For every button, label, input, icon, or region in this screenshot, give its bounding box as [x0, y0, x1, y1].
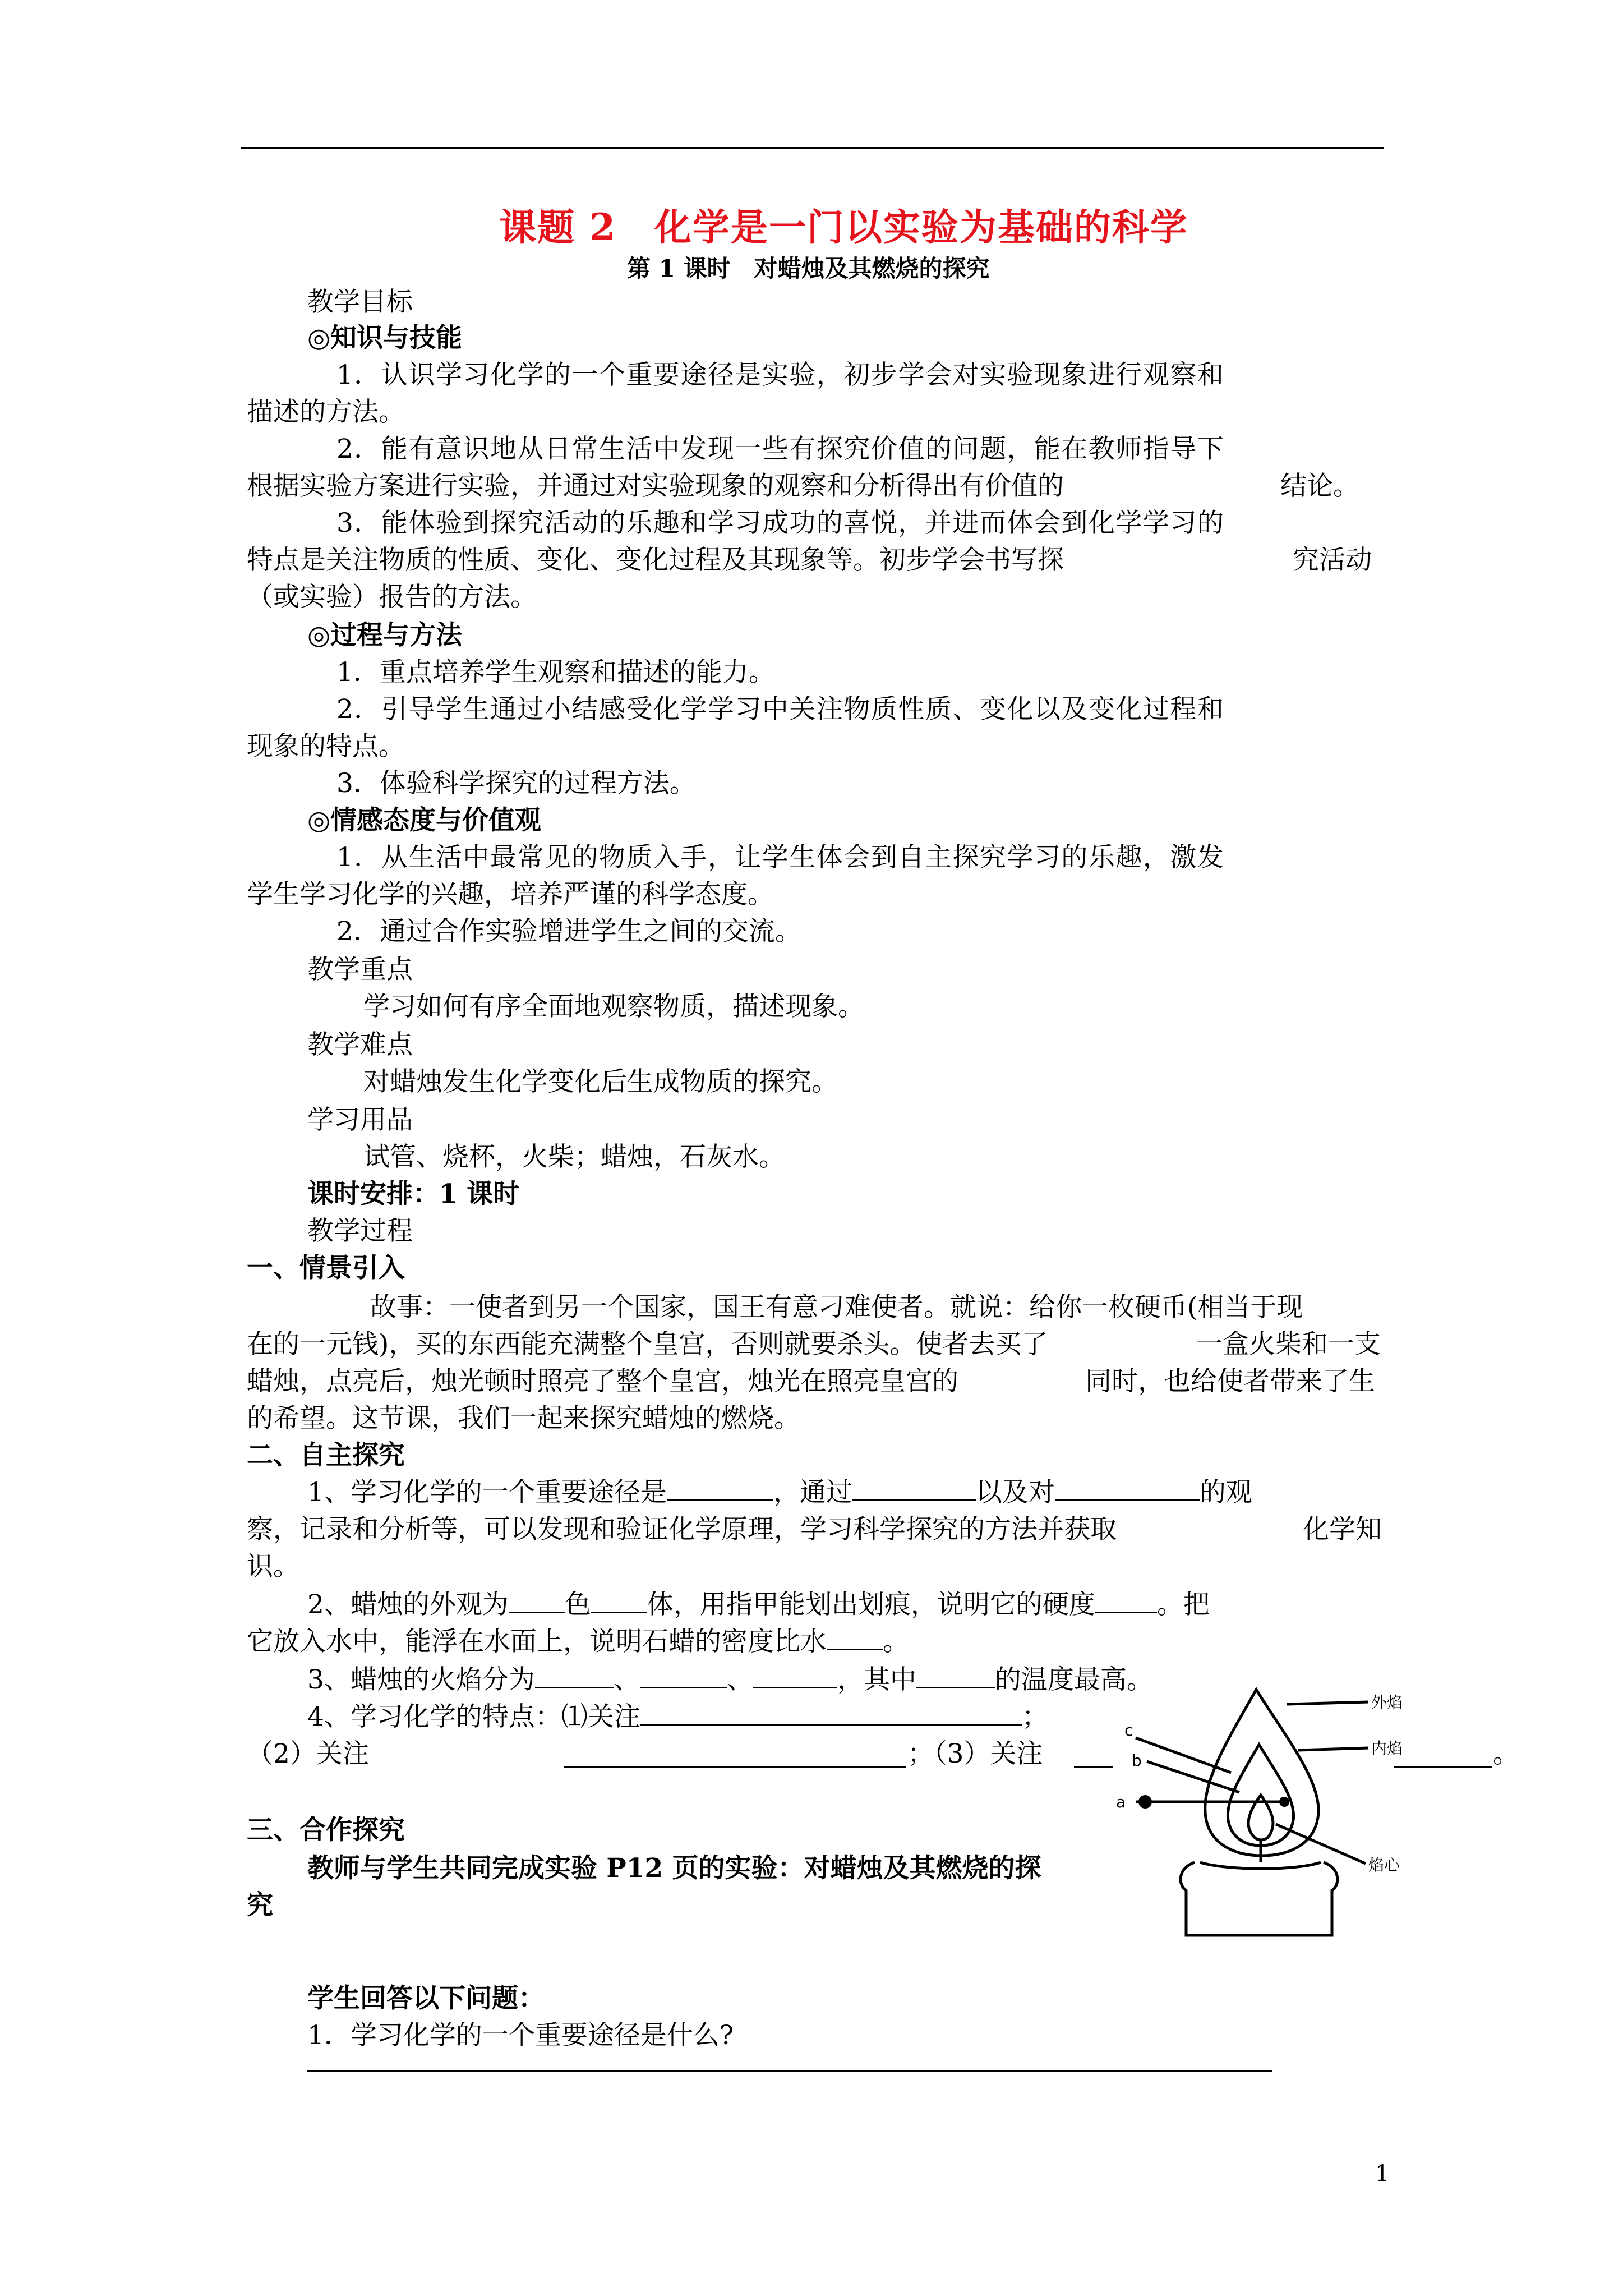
process-heading: ◎过程与方法	[307, 620, 463, 651]
q3-text-c: 、	[726, 1664, 753, 1695]
question-3	[307, 1662, 1153, 1699]
key-points-heading: 教学重点	[307, 954, 413, 985]
q4-text-a: 4、学习化学的特点：⑴关注	[307, 1701, 640, 1732]
supplies-text: 试管、烧杯，火柴；蜡烛，石灰水。	[363, 1142, 785, 1172]
answer-blank[interactable]	[753, 1662, 837, 1688]
q1-text-a: 1、学习化学的一个重要途径是	[307, 1477, 667, 1508]
knowledge-p2-line1: 2．能有意识地从日常生活中发现一些有探究价值的问题，能在教师指导下	[336, 434, 1225, 464]
page-subtitle: 第 1 课时 对蜡烛及其燃烧的探究	[627, 255, 990, 282]
answer-line[interactable]	[307, 2070, 1272, 2072]
inner-flame-label: 内焰	[1371, 1739, 1403, 1757]
flame-core-label: 焰心	[1368, 1856, 1400, 1874]
answer-blank[interactable]	[640, 1662, 727, 1688]
knowledge-p3-line2b: 究活动	[1293, 545, 1372, 576]
question-2-line1	[307, 1586, 1210, 1623]
process-p3: 3．体验科学探究的过程方法。	[336, 768, 696, 799]
section1-heading: 一、情景引入	[247, 1253, 405, 1283]
answer-blank[interactable]	[509, 1587, 565, 1613]
q1-text-c: 以及对	[975, 1477, 1055, 1508]
process-p2-line1: 2．引导学生通过小结感受化学学习中关注物质性质、变化以及变化过程和	[336, 694, 1225, 725]
answer-blank[interactable]	[564, 1741, 906, 1768]
knowledge-p3-line3: （或实验）报告的方法。	[247, 582, 537, 613]
supplies-heading: 学习用品	[307, 1105, 413, 1135]
question-4-line2a: （2）关注	[247, 1738, 369, 1769]
answer-blank[interactable]	[640, 1699, 1022, 1726]
q2-line2-end: 。	[883, 1626, 909, 1657]
q4-text-b: ；	[1021, 1701, 1048, 1732]
emotion-p1-line2: 学生学习化学的兴趣，培养严谨的科学态度。	[247, 879, 774, 910]
point-a-label: a	[1116, 1793, 1126, 1811]
q3-text-e: 的温度最高。	[994, 1664, 1153, 1695]
answer-heading: 学生回答以下问题：	[307, 1983, 545, 2014]
section3-line1: 教师与学生共同完成实验 P12 页的实验：对蜡烛及其燃烧的探	[307, 1853, 1041, 1884]
question-4-line1	[307, 1699, 1048, 1736]
q2-line2-text: 它放入水中，能浮在水面上，说明石蜡的密度比水	[247, 1626, 827, 1657]
outer-flame-label: 外焰	[1371, 1693, 1403, 1711]
answer-blank[interactable]	[535, 1662, 614, 1688]
knowledge-p3-line1: 3．能体验到探究活动的乐趣和学习成功的喜悦，并进而体会到化学学习的	[336, 508, 1225, 539]
q3-text-a: 3、蜡烛的火焰分为	[307, 1664, 535, 1695]
q1-text-b: ，通过	[773, 1477, 852, 1508]
section1-line3a: 蜡烛，点亮后，烛光顿时照亮了整个皇宫，烛光在照亮皇宫的	[247, 1366, 958, 1397]
answer-blank[interactable]	[1055, 1475, 1200, 1501]
emotion-p2: 2．通过合作实验增进学生之间的交流。	[336, 916, 801, 947]
section1-line1: 故事：一使者到另一个国家，国王有意刁难使者。就说：给你一枚硬币(相当于现	[370, 1292, 1303, 1323]
answer-blank[interactable]	[852, 1475, 976, 1501]
q2-text-d: 。把	[1156, 1589, 1210, 1620]
section1-line2b: 一盒火柴和一支	[1196, 1329, 1381, 1360]
page-title: 课题 2 化学是一门以实验为基础的科学	[499, 205, 1188, 249]
section3-question-1: 1．学习化学的一个重要途径是什么?	[307, 2020, 734, 2051]
section3-heading: 三、合作探究	[247, 1815, 405, 1846]
difficulties-heading: 教学难点	[307, 1029, 413, 1060]
key-points-text: 学习如何有序全面地观察物质，描述现象。	[363, 991, 864, 1022]
emotion-p1-line1: 1．从生活中最常见的物质入手，让学生体会到自主探究学习的乐趣，激发	[336, 842, 1225, 873]
process-p2-line2: 现象的特点。	[247, 731, 405, 762]
emotion-heading: ◎情感态度与价值观	[307, 805, 542, 836]
section1-line2a: 在的一元钱)，买的东西能充满整个皇宫，否则就要杀头。使者去买了	[247, 1329, 1048, 1360]
difficulties-text: 对蜡烛发生化学变化后生成物质的探究。	[363, 1066, 838, 1097]
q2-text-a: 2、蜡烛的外观为	[307, 1589, 509, 1620]
question-2-line2	[247, 1623, 909, 1660]
candle-flame-diagram	[1116, 1677, 1525, 1941]
answer-blank[interactable]	[591, 1587, 647, 1613]
section3-line2: 究	[247, 1890, 273, 1921]
q1-text-d: 的观	[1199, 1477, 1252, 1508]
answer-blank[interactable]	[827, 1624, 883, 1650]
section2-heading: 二、自主探究	[247, 1440, 405, 1471]
question-4-line2c: 。	[1493, 1738, 1519, 1769]
q3-text-b: 、	[613, 1664, 640, 1695]
process-main-heading: 教学过程	[307, 1216, 413, 1246]
schedule: 课时安排：1 课时	[307, 1179, 520, 1209]
q2-text-b: 色	[564, 1589, 591, 1620]
knowledge-p1-line1: 1．认识学习化学的一个重要途径是实验，初步学会对实验现象进行观察和	[336, 360, 1225, 390]
question-1-line2b: 化学知	[1303, 1514, 1382, 1545]
q2-text-c: 体，用指甲能划出划痕，说明它的硬度	[647, 1589, 1095, 1620]
section1-line3b: 同时，也给使者带来了生	[1085, 1366, 1375, 1397]
header-rule	[241, 147, 1384, 149]
answer-blank[interactable]	[1074, 1741, 1113, 1768]
knowledge-p1-line2: 描述的方法。	[247, 397, 405, 427]
objectives-heading: 教学目标	[307, 287, 413, 318]
knowledge-p3-line2a: 特点是关注物质的性质、变化、变化过程及其现象等。初步学会书写探	[247, 545, 1064, 576]
process-p1: 1．重点培养学生观察和描述的能力。	[336, 657, 775, 688]
question-1-line3: 识。	[247, 1551, 299, 1582]
page-number: 1	[1375, 2161, 1390, 2187]
question-1-line1	[307, 1474, 1252, 1511]
knowledge-p2-line2a: 根据实验方案进行实验，并通过对实验现象的观察和分析得出有价值的	[247, 471, 1064, 501]
answer-blank[interactable]	[1095, 1587, 1157, 1613]
answer-blank[interactable]	[916, 1662, 995, 1688]
point-c-label: c	[1124, 1721, 1133, 1740]
q3-text-d: ，其中	[837, 1664, 916, 1695]
question-4-line2b: ；（3）关注	[907, 1738, 1043, 1769]
candle-flame-illustration	[1116, 1677, 1525, 1941]
section1-line4: 的希望。这节课，我们一起来探究蜡烛的燃烧。	[247, 1403, 800, 1434]
knowledge-p2-line2b: 结论。	[1280, 471, 1359, 501]
question-1-line2a: 察，记录和分析等，可以发现和验证化学原理，学习科学探究的方法并获取	[247, 1514, 1117, 1545]
knowledge-heading: ◎知识与技能	[307, 323, 463, 353]
answer-blank[interactable]	[667, 1475, 773, 1501]
point-b-label: b	[1132, 1751, 1142, 1770]
